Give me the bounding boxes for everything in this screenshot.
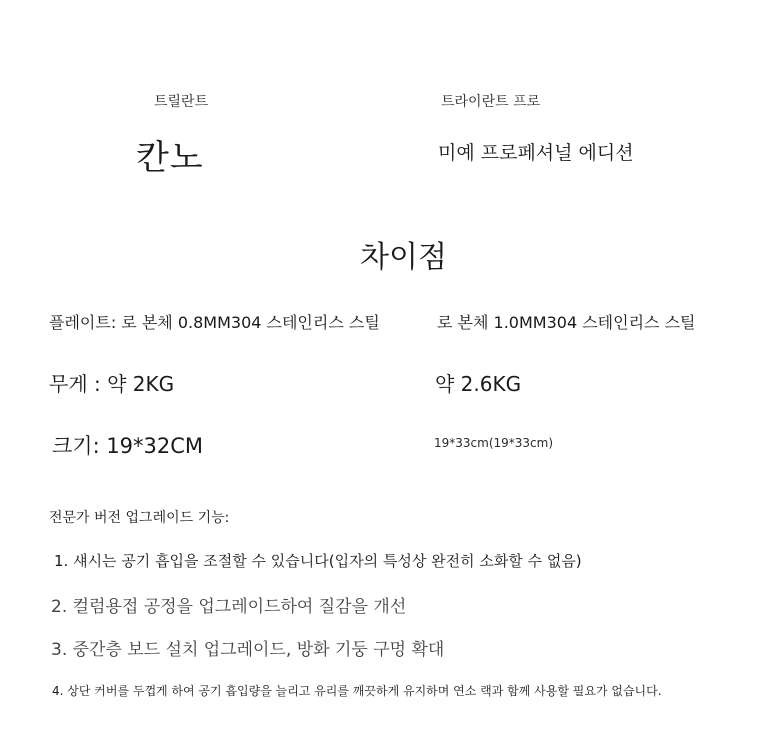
upgrade-item-1: 1. 섀시는 공기 흡입을 조절할 수 있습니다(입자의 특성상 완전히 소화할 수 없음) xyxy=(54,552,582,570)
upgrade-item-4: 4. 상단 커버를 두껍게 하여 공기 흡입량을 늘리고 유리를 깨끗하게 유지하며 연소 랙과 함께 사용할 필요가 없습니다. xyxy=(52,684,662,698)
right-product-label: 트라이란트 프로 xyxy=(441,94,541,110)
size-spec-left: 크기: 19*32CM xyxy=(52,434,204,458)
left-product-label: 트릴란트 xyxy=(154,94,209,110)
upgrade-item-3: 3. 중간층 보드 설치 업그레이드, 방화 기둥 구멍 확대 xyxy=(51,640,445,660)
upgrade-item-2: 2. 컬럼용접 공정을 업그레이드하여 질감을 개선 xyxy=(51,597,407,617)
plate-spec-right: 로 본체 1.0MM304 스테인리스 스틸 xyxy=(437,313,696,332)
section-title: 차이점 xyxy=(360,240,447,275)
upgrade-title: 전문가 버전 업그레이드 기능: xyxy=(49,510,230,526)
left-brand-name: 칸노 xyxy=(136,138,204,178)
right-edition-name: 미예 프로페셔널 에디션 xyxy=(438,142,634,164)
size-spec-right: 19*33cm(19*33cm) xyxy=(434,436,554,450)
plate-spec-left: 플레이트: 로 본체 0.8MM304 스테인리스 스틸 xyxy=(49,313,380,332)
weight-spec-right: 약 2.6KG xyxy=(435,372,522,396)
weight-spec-left: 무게 : 약 2KG xyxy=(49,372,175,396)
